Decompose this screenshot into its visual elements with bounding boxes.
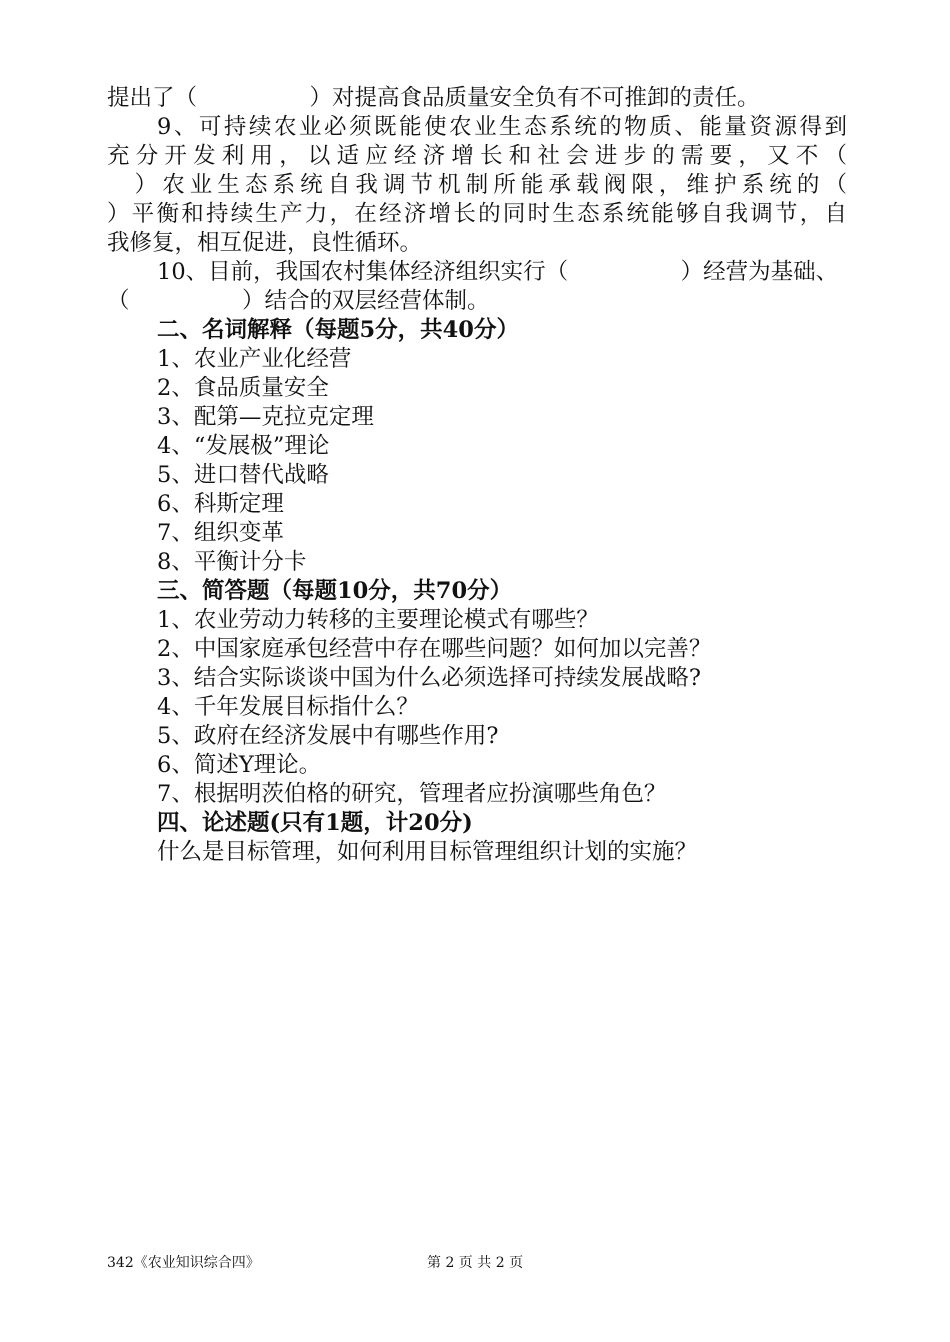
text-line-q10-2: （ ）结合的双层经营体制。	[107, 288, 490, 314]
question-item: 1、农业劳动力转移的主要理论模式有哪些？	[157, 607, 599, 633]
question-item: 2、食品质量安全	[157, 375, 329, 401]
section-4	[107, 809, 847, 867]
question-item: 8、平衡计分卡	[157, 549, 307, 575]
footer-page-number: 第 2 页 共 2 页	[427, 1255, 524, 1271]
section-3	[107, 577, 847, 809]
footer-course-title: 342《农业知识综合四》	[107, 1255, 260, 1271]
section-heading: 四、论述题(只有1题，计20分)	[157, 810, 473, 836]
question-item: 3、结合实际谈谈中国为什么必须选择可持续发展战略?	[157, 665, 701, 691]
section-2	[107, 316, 847, 577]
text-line-q9-5: 我修复，相互促进，良性循环。	[107, 230, 423, 256]
text-line-q10-1: 10、目前，我国农村集体经济组织实行（ ）经营为基础、	[157, 259, 839, 285]
exam-content	[107, 84, 847, 867]
section-heading: 二、名词解释（每题5分，共40分）	[157, 317, 519, 343]
text-line-q9-2: 充分开发利用，以适应经济增长和社会进步的需要，又不（	[107, 143, 847, 169]
text-line-q8-tail-1: 提出了（ ）对提高食品质量安全负有不可推卸的责任。	[107, 85, 760, 111]
question-item: 7、组织变革	[157, 520, 284, 546]
question-item: 6、科斯定理	[157, 491, 284, 517]
question-item: 7、根据明茨伯格的研究，管理者应扮演哪些角色？	[157, 781, 667, 807]
question-item: 1、农业产业化经营	[157, 346, 352, 372]
question-item: 什么是目标管理，如何利用目标管理组织计划的实施？	[157, 839, 698, 865]
fill-in-blank-section	[107, 84, 847, 316]
question-item: 3、配第—克拉克定理	[157, 404, 374, 430]
question-item: 5、政府在经济发展中有哪些作用?	[157, 723, 499, 749]
question-sections	[107, 316, 847, 867]
question-item: 6、简述Y理论。	[157, 752, 322, 778]
section-heading: 三、简答题（每题10分，共70分）	[157, 578, 513, 604]
text-line-q9-3: ）农业生态系统自我调节机制所能承载阀限，维护系统的（	[107, 172, 847, 198]
question-item: 4、千年发展目标指什么？	[157, 694, 419, 720]
question-item: 4、“发展极”理论	[157, 433, 330, 459]
question-item: 5、进口替代战略	[157, 462, 329, 488]
question-item: 2、中国家庭承包经营中存在哪些问题？如何加以完善？	[157, 636, 712, 662]
text-line-q9-1: 9、可持续农业必须既能使农业生态系统的物质、能量资源得到	[157, 114, 847, 140]
text-line-q9-4: ）平衡和持续生产力，在经济增长的同时生态系统能够自我调节，自	[107, 201, 847, 227]
